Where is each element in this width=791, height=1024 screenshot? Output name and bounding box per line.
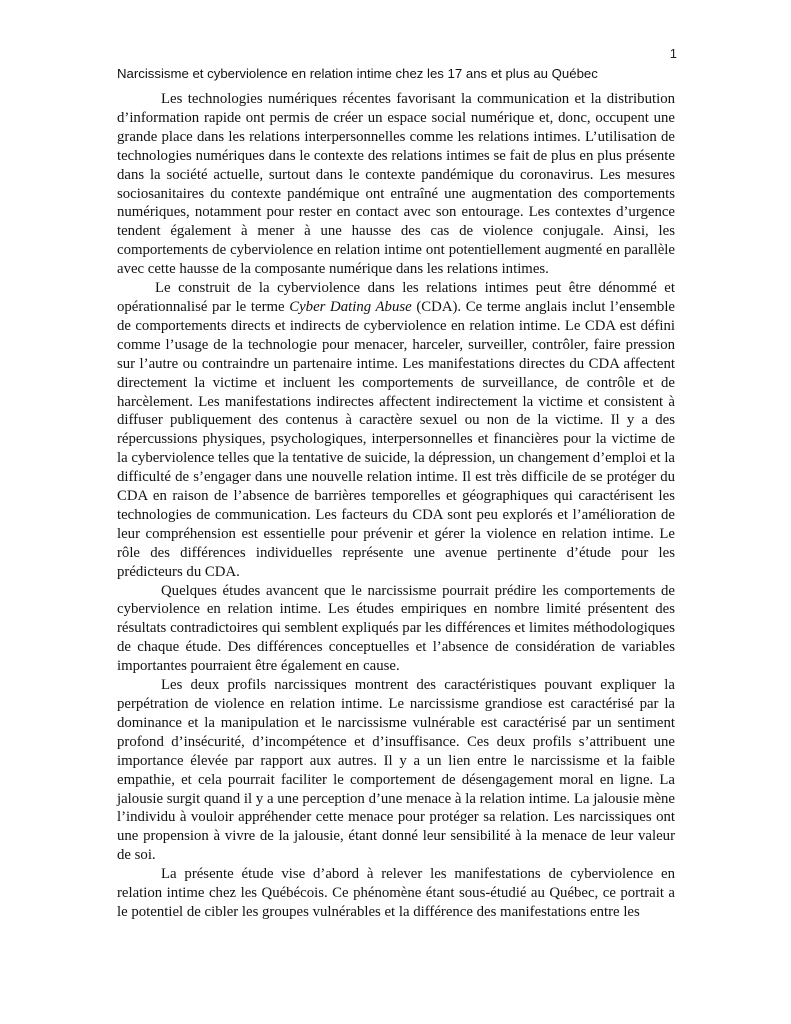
term-cyber-dating-abuse: Cyber Dating Abuse — [289, 298, 412, 315]
paragraph-cda-text-after: (CDA). Ce terme anglais inclut l’ensemble de comportements directs et indirects de cyberviolence en relation intime. Le CDA est défini comme l’usage de la technologie pour menacer, harceler, surveiller, contrôler, faire pression sur l’autre ou contraindre un partenaire intime. Les manifestations directes du CDA affectent directement la victime et incluent les comportements de surveillance, de contrôle et de harcèlement. Les manifestations indirectes affectent indirectement la victime et consistent à diffuser publiquement des contenus à caractère sexuel ou non de la victime. Il y a des répercussions physiques, psychologiques, interpersonnelles et financières pour la victime de la cyberviolence telles que la tentative de suicide, la dépression, un changement d’emploi et la difficulté de s’engager dans une nouvelle relation intime. Il est très difficile de se protéger du CDA en raison de l’absence de barrières temporelles et géographiques qui caractérisent les technologies de communication. Les facteurs du CDA sont peu explorés et l’amélioration de leur compréhension est essentielle pour prévenir et gérer la violence en relation intime. Le rôle des différences individuelles représente une avenue pertinente d’étude pour les prédicteurs du CDA. — [117, 298, 675, 580]
page-number: 1 — [669, 46, 677, 61]
paragraph-narcissism-studies: Quelques études avancent que le narcissisme pourrait prédire les comportements de cyberviolence en relation intime. Les études empiriques en nombre limité présentent des résultats contradictoires qui semblent expliqués par les différences et limites méthodologiques de chaque étude. Des différences conceptuelles et l’absence de considération de variables importantes pourraient être également en cause. — [117, 582, 675, 675]
paragraph-cda-definition — [117, 279, 675, 582]
paragraph-cda-text-before: Le construit de la cyberviolence dans les relations intimes peut être dénommé et opérationnalisé par le terme — [117, 280, 675, 315]
paragraph-study-aim: La présente étude vise d’abord à relever les manifestations de cyberviolence en relation intime chez les Québécois. Ce phénomène étant sous-étudié au Québec, ce portrait a le potentiel de cibler les groupes vulnérables et la différence des manifestations entre les — [117, 866, 675, 920]
running-header-title: Narcissisme et cyberviolence en relation intime chez les 17 ans et plus au Québec — [117, 66, 598, 81]
paragraph-narcissistic-profiles: Les deux profils narcissiques montrent des caractéristiques pouvant expliquer la perpétration de violence en relation intime. Le narcissisme grandiose est caractérisé par la dominance et la manipulation et le narcissisme vulnérable est caractérisé par un sentiment profond d’insécurité, d’incompétence et d’insuffisance. Ces deux profils s’attribuent une importance élevée par rapport aux autres. Il y a un lien entre le narcissisme et la faible empathie, et cela pourrait faciliter le comportement de désengagement moral en ligne. La jalousie surgit quand il y a une perception d’une menace à la relation intime. La jalousie mène l’individu à vouloir appréhender cette menace pour protéger sa relation. Les narcissiques ont une propension à vivre de la jalousie, étant donné leur sensibilité à la menace de leur valeur de soi. — [117, 677, 675, 864]
paragraph-intro: Les technologies numériques récentes favorisant la communication et la distribution d’information rapide ont permis de créer un espace social numérique et, donc, occupent une grande place dans les relations interpersonnelles comme les relations intimes. L’utilisation de technologies numériques dans le contexte des relations intimes se fait de plus en plus présente dans la société actuelle, surtout dans le contexte pandémique du coronavirus. Les mesures sociosanitaires du contexte pandémique ont entraîné une augmentation des comportements numériques, notamment pour rester en contact avec son entourage. Les contextes d’urgence tendent également à mener à une hausse des cas de violence conjugale. Ainsi, les comportements de cyberviolence en relation intime ont potentiellement augmenté en parallèle avec cette hausse de la composante numérique dans les relations intimes. — [117, 91, 675, 278]
document-body — [117, 90, 675, 922]
